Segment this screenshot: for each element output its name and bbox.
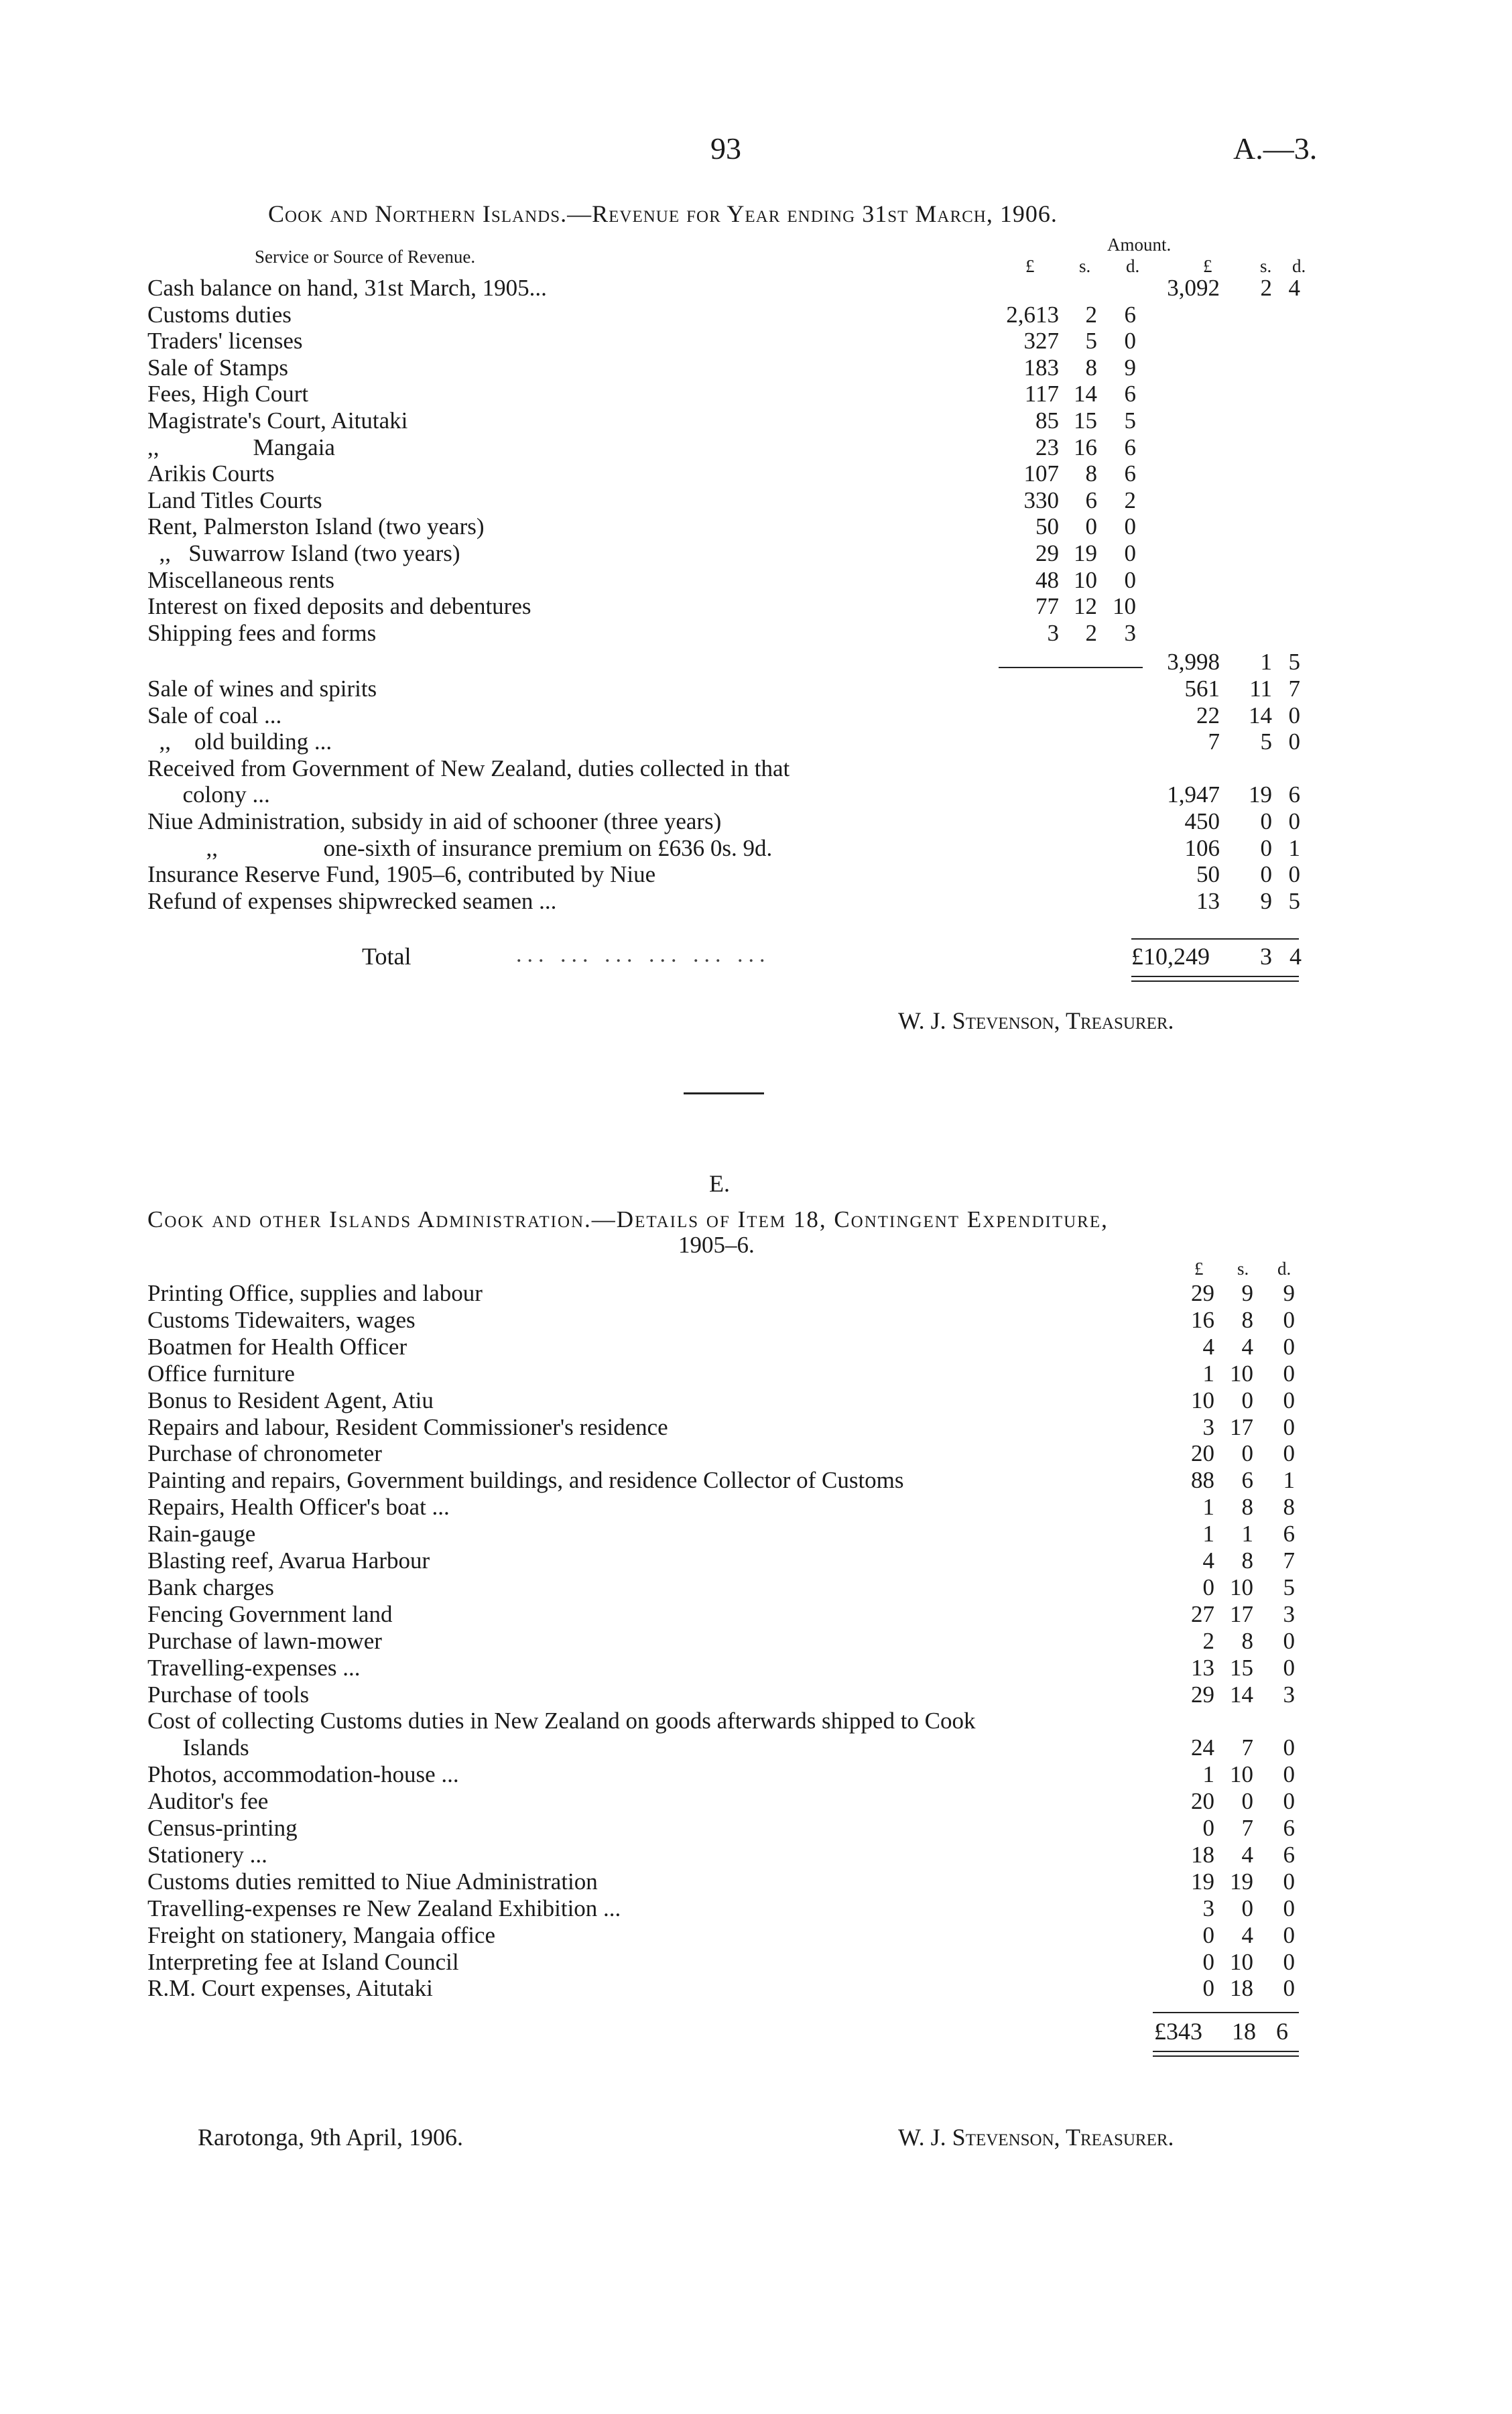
revenue-row-label: Rent, Palmerston Island (two years) (147, 513, 485, 540)
revenue-row (0, 649, 1512, 676)
expense-row-s: 7 (1241, 1815, 1253, 1841)
expense-row (0, 1815, 1512, 1842)
place-date: Rarotonga, 9th April, 1906. (198, 2124, 463, 2151)
revenue-row (0, 620, 1512, 647)
expense-row-d: 0 (1283, 1387, 1295, 1413)
expense-row-label: Printing Office, supplies and labour (147, 1280, 483, 1306)
expense-row-d: 1 (1283, 1467, 1295, 1494)
section-e-unit-pound: £ (1194, 1259, 1204, 1279)
expense-row-pounds: 1 (1202, 1521, 1214, 1547)
expense-row-d: 6 (1283, 1841, 1295, 1868)
expense-row-s: 10 (1230, 1948, 1253, 1975)
revenue-row-label: ,, Mangaia (147, 434, 335, 460)
revenue-row-label: Magistrate's Court, Aitutaki (147, 407, 408, 434)
revenue-row-s-1: 8 (1085, 460, 1097, 487)
revenue-row-label: Customs duties (147, 301, 292, 328)
expense-row (0, 1975, 1512, 2002)
revenue-row-label: Miscellaneous rents (147, 566, 334, 593)
revenue-row-s-2: 9 (1260, 887, 1272, 914)
expense-row-pounds: 20 (1191, 1440, 1214, 1467)
expense-total-s: 18 (1232, 2018, 1256, 2045)
revenue-row-d-1: 0 (1124, 566, 1136, 593)
revenue-row-s-1: 19 (1074, 540, 1097, 566)
expense-row-d: 6 (1283, 1521, 1295, 1547)
expense-row (0, 1761, 1512, 1788)
revenue-row (0, 355, 1512, 381)
revenue-row-pounds-1: 23 (1035, 434, 1059, 460)
expense-row-label: Office furniture (147, 1360, 295, 1387)
expense-row-s: 15 (1230, 1654, 1253, 1681)
expense-row (0, 1788, 1512, 1815)
expense-row (0, 1574, 1512, 1601)
revenue-row-s-1: 16 (1074, 434, 1097, 460)
expense-row-d: 6 (1283, 1815, 1295, 1841)
revenue-row (0, 593, 1512, 620)
expense-row (0, 1414, 1512, 1441)
revenue-row-label: Insurance Reserve Fund, 1905–6, contributed by Niue (147, 861, 656, 888)
revenue-row-d-2: 4 (1288, 275, 1300, 301)
revenue-row-s-1: 0 (1085, 513, 1097, 540)
revenue-row-label: Land Titles Courts (147, 487, 322, 513)
revenue-row-d-2: 0 (1288, 728, 1300, 755)
revenue-total-rule-2 (1131, 980, 1299, 982)
expense-row (0, 1922, 1512, 1949)
revenue-row-s-2: 14 (1249, 702, 1272, 728)
revenue-row-s-1: 10 (1074, 566, 1097, 593)
expense-row-pounds: 20 (1191, 1788, 1214, 1815)
expense-row (0, 1280, 1512, 1307)
revenue-row-pounds-1: 85 (1035, 407, 1059, 434)
revenue-row-s-2: 2 (1260, 275, 1272, 301)
expense-row-s: 14 (1230, 1681, 1253, 1708)
expense-row-s: 4 (1241, 1333, 1253, 1360)
revenue-total-s: 3 (1260, 943, 1272, 970)
expense-row-d: 7 (1283, 1547, 1295, 1574)
revenue-row-d-1: 9 (1124, 354, 1136, 381)
expense-row-s: 8 (1241, 1494, 1253, 1521)
revenue-row-d-1: 0 (1124, 513, 1136, 540)
revenue-row-s-2: 1 (1260, 649, 1272, 676)
expense-row-label: Painting and repairs, Government buildings, and residence Collector of Customs (147, 1467, 904, 1494)
expense-row (0, 1628, 1512, 1655)
expense-row-pounds: 16 (1191, 1306, 1214, 1333)
revenue-row-pounds-1: 330 (1023, 487, 1059, 513)
expense-row-d: 3 (1283, 1681, 1295, 1708)
expense-row-pounds: 4 (1202, 1333, 1214, 1360)
revenue-signature: W. J. Stevenson, Treasurer. (898, 1007, 1174, 1034)
expense-row-d: 0 (1283, 1413, 1295, 1440)
revenue-row (0, 728, 1512, 755)
expense-row-d: 0 (1283, 1440, 1295, 1467)
revenue-row-s-1: 14 (1074, 381, 1097, 407)
revenue-total-label: Total (362, 943, 412, 970)
revenue-row-pounds-1: 107 (1023, 460, 1059, 487)
revenue-row-d-2: 0 (1288, 702, 1300, 728)
expense-row-label: Stationery ... (147, 1841, 267, 1868)
revenue-unit-d-1: d. (1126, 256, 1140, 276)
expense-row-pounds: 27 (1191, 1600, 1214, 1627)
revenue-row-s-1: 8 (1085, 354, 1097, 381)
expense-row-s: 0 (1241, 1440, 1253, 1467)
revenue-row-d-1: 6 (1124, 301, 1136, 328)
expense-row (0, 1895, 1512, 1922)
expense-row-pounds: 3 (1202, 1895, 1214, 1921)
revenue-total-pounds: £10,249 (1131, 943, 1210, 970)
expense-row-s: 10 (1230, 1761, 1253, 1788)
revenue-row-s-1: 15 (1074, 407, 1097, 434)
expense-row-label: Fencing Government land (147, 1600, 393, 1627)
expense-row-s: 18 (1230, 1975, 1253, 2002)
revenue-total-d: 4 (1289, 943, 1302, 970)
expense-row-pounds: 88 (1191, 1467, 1214, 1494)
revenue-row-label: Arikis Courts (147, 460, 275, 487)
expense-row-s: 0 (1241, 1895, 1253, 1921)
section-e-title-line1: Cook and other Islands Administration.—Details of Item 18, Contingent Expenditure, (147, 1206, 1109, 1232)
revenue-row-d-2: 7 (1288, 676, 1300, 702)
expense-row-label: Rain-gauge (147, 1521, 256, 1547)
revenue-row-pounds-2: 1,947 (1167, 781, 1220, 808)
expense-row-pounds: 13 (1191, 1654, 1214, 1681)
revenue-row-label: colony ... (147, 781, 270, 808)
expense-row-pounds: 1 (1202, 1360, 1214, 1387)
revenue-row (0, 513, 1512, 540)
expense-row-d: 0 (1283, 1761, 1295, 1788)
revenue-row (0, 861, 1512, 888)
expense-row-s: 7 (1241, 1734, 1253, 1761)
expense-row-label: Purchase of lawn-mower (147, 1627, 382, 1654)
expense-row-d: 0 (1283, 1734, 1295, 1761)
revenue-row-label: Received from Government of New Zealand, duties collected in that (147, 755, 790, 781)
revenue-row-pounds-2: 3,092 (1167, 275, 1220, 301)
expense-row-label: Photos, accommodation-house ... (147, 1761, 459, 1788)
revenue-row-label: Cash balance on hand, 31st March, 1905... (147, 275, 547, 301)
section-e-letter: E. (709, 1170, 730, 1197)
revenue-row (0, 888, 1512, 915)
revenue-row-d-1: 10 (1113, 593, 1136, 620)
expense-row (0, 1949, 1512, 1976)
revenue-row (0, 381, 1512, 407)
revenue-row-d-1: 3 (1124, 619, 1136, 646)
expense-row-s: 4 (1241, 1841, 1253, 1868)
section-e-unit-d: d. (1277, 1259, 1292, 1279)
expense-row-pounds: 2 (1202, 1627, 1214, 1654)
revenue-row-label: Fees, High Court (147, 381, 309, 407)
revenue-row-d-2: 6 (1288, 781, 1300, 808)
revenue-row-d-1: 2 (1124, 487, 1136, 513)
revenue-total-rule-1 (1131, 976, 1299, 977)
revenue-row-label: Sale of coal ... (147, 702, 282, 728)
expense-row-label: Blasting reef, Avarua Harbour (147, 1547, 430, 1574)
expense-row (0, 1440, 1512, 1467)
revenue-row-label: ,, one-sixth of insurance premium on £636 0s. 9d. (147, 834, 773, 861)
expense-row-label: Customs duties remitted to Niue Administration (147, 1868, 598, 1895)
revenue-row-pounds-1: 3 (1047, 619, 1059, 646)
revenue-unit-pound-2: £ (1203, 256, 1212, 276)
revenue-row-d-1: 6 (1124, 434, 1136, 460)
revenue-row-pounds-1: 77 (1035, 593, 1059, 620)
revenue-row-d-2: 1 (1288, 834, 1300, 861)
revenue-row-pounds-1: 48 (1035, 566, 1059, 593)
revenue-row-s-2: 5 (1260, 728, 1272, 755)
expense-row-pounds: 18 (1191, 1841, 1214, 1868)
expense-row-pounds: 29 (1191, 1280, 1214, 1306)
expense-row-label: Bank charges (147, 1574, 274, 1600)
revenue-row-s-1: 5 (1085, 328, 1097, 355)
revenue-unit-s-1: s. (1079, 256, 1091, 276)
expense-row-d: 8 (1283, 1494, 1295, 1521)
revenue-row-pounds-2: 3,998 (1167, 649, 1220, 676)
expense-row (0, 1655, 1512, 1681)
revenue-row-d-1: 6 (1124, 460, 1136, 487)
subtotal-rule (999, 667, 1143, 668)
expense-row-d: 0 (1283, 1948, 1295, 1975)
expense-row-s: 6 (1241, 1467, 1253, 1494)
revenue-row-pounds-1: 50 (1035, 513, 1059, 540)
expense-row-s: 8 (1241, 1547, 1253, 1574)
expense-row-pounds: 24 (1191, 1734, 1214, 1761)
expense-row (0, 1734, 1512, 1761)
expense-row-s: 17 (1230, 1413, 1253, 1440)
revenue-row (0, 567, 1512, 594)
expense-row-d: 0 (1283, 1627, 1295, 1654)
expense-row-label: Interpreting fee at Island Council (147, 1948, 459, 1975)
revenue-row-s-2: 0 (1260, 861, 1272, 888)
expense-row-s: 9 (1241, 1280, 1253, 1306)
revenue-row-s-1: 2 (1085, 301, 1097, 328)
expense-row (0, 1681, 1512, 1708)
expense-row (0, 1601, 1512, 1628)
expense-row-label: Customs Tidewaiters, wages (147, 1306, 416, 1333)
expense-row-d: 0 (1283, 1868, 1295, 1895)
revenue-row-pounds-1: 327 (1023, 328, 1059, 355)
revenue-row-s-1: 12 (1074, 593, 1097, 620)
revenue-unit-d-2: d. (1292, 256, 1306, 276)
expense-row-s: 0 (1241, 1788, 1253, 1815)
expense-row-s: 8 (1241, 1306, 1253, 1333)
expense-row-d: 9 (1283, 1280, 1295, 1306)
expense-row-s: 8 (1241, 1627, 1253, 1654)
revenue-row (0, 328, 1512, 355)
expense-row-d: 0 (1283, 1306, 1295, 1333)
expense-row-d: 0 (1283, 1360, 1295, 1387)
expense-row-pounds: 10 (1191, 1387, 1214, 1413)
expense-row (0, 1467, 1512, 1494)
revenue-row (0, 835, 1512, 862)
revenue-unit-pound-1: £ (1025, 256, 1035, 276)
expense-row-pounds: 4 (1202, 1547, 1214, 1574)
expense-row-pounds: 29 (1191, 1681, 1214, 1708)
revenue-row-label: Traders' licenses (147, 328, 303, 355)
section-e-unit-s: s. (1237, 1259, 1249, 1279)
revenue-row-s-2: 0 (1260, 834, 1272, 861)
expense-row-pounds: 0 (1202, 1975, 1214, 2002)
document-reference: A.—3. (1233, 131, 1318, 166)
revenue-row-d-1: 6 (1124, 381, 1136, 407)
revenue-row-s-2: 11 (1249, 676, 1272, 702)
revenue-row-label: Shipping fees and forms (147, 619, 377, 646)
revenue-total-dots: ... ... ... ... ... ... (516, 942, 771, 967)
revenue-row-pounds-2: 450 (1184, 808, 1220, 834)
expense-row-label: Repairs and labour, Resident Commissioner's residence (147, 1413, 668, 1440)
revenue-row-pounds-2: 13 (1196, 887, 1220, 914)
revenue-row-pounds-2: 22 (1196, 702, 1220, 728)
section-e-title-line2: 1905–6. (678, 1232, 755, 1258)
revenue-row (0, 540, 1512, 567)
expense-row (0, 1521, 1512, 1547)
expense-row-label: Islands (147, 1734, 249, 1761)
expense-row-d: 0 (1283, 1921, 1295, 1948)
revenue-row-d-1: 5 (1124, 407, 1136, 434)
expense-row-s: 17 (1230, 1600, 1253, 1627)
expense-row-d: 0 (1283, 1895, 1295, 1921)
expense-row (0, 1868, 1512, 1895)
revenue-row-label: Interest on fixed deposits and debentures (147, 593, 531, 620)
expense-row-label: Auditor's fee (147, 1788, 269, 1815)
expense-row (0, 1842, 1512, 1868)
revenue-row-pounds-1: 2,613 (1006, 301, 1059, 328)
expense-row-label: Cost of collecting Customs duties in New Zealand on goods afterwards shipped to Cook (147, 1708, 976, 1734)
expense-row-s: 1 (1241, 1521, 1253, 1547)
revenue-row-d-2: 0 (1288, 808, 1300, 834)
expense-row-d: 0 (1283, 1333, 1295, 1360)
expense-row-pounds: 1 (1202, 1494, 1214, 1521)
expense-row-d: 0 (1283, 1654, 1295, 1681)
expense-row-s: 0 (1241, 1387, 1253, 1413)
expense-row-label: Travelling-expenses re New Zealand Exhibition ... (147, 1895, 621, 1921)
expense-row (0, 1334, 1512, 1360)
revenue-row-label: ,, Suwarrow Island (two years) (147, 540, 460, 566)
revenue-row-pounds-2: 7 (1208, 728, 1220, 755)
expense-row-s: 4 (1241, 1921, 1253, 1948)
revenue-row-pounds-1: 117 (1024, 381, 1059, 407)
revenue-title: Cook and Northern Islands.—Revenue for Year ending 31st March, 1906. (268, 200, 1058, 227)
expense-row-label: Boatmen for Health Officer (147, 1333, 407, 1360)
revenue-row (0, 676, 1512, 702)
expense-row (0, 1307, 1512, 1334)
revenue-row-d-2: 5 (1288, 649, 1300, 676)
page-number: 93 (710, 131, 741, 166)
expense-row-pounds: 0 (1202, 1815, 1214, 1841)
revenue-row-s-2: 19 (1249, 781, 1272, 808)
expense-row-label: R.M. Court expenses, Aitutaki (147, 1975, 433, 2002)
revenue-row-s-2: 0 (1260, 808, 1272, 834)
expense-row (0, 1360, 1512, 1387)
revenue-unit-s-2: s. (1260, 256, 1272, 276)
revenue-row-pounds-2: 561 (1184, 676, 1220, 702)
expense-row (0, 1708, 1512, 1734)
revenue-row (0, 702, 1512, 729)
revenue-row-label: Refund of expenses shipwrecked seamen ... (147, 887, 557, 914)
revenue-row-label: Sale of Stamps (147, 354, 288, 381)
expense-total-d: 6 (1276, 2018, 1288, 2045)
expense-total-rule-2 (1153, 2055, 1299, 2057)
expense-total-rule-top (1153, 2012, 1299, 2013)
revenue-row (0, 434, 1512, 461)
revenue-row-s-1: 2 (1085, 619, 1097, 646)
revenue-row-d-2: 0 (1288, 861, 1300, 888)
revenue-row-s-1: 6 (1085, 487, 1097, 513)
expense-row-label: Repairs, Health Officer's boat ... (147, 1494, 450, 1521)
revenue-row-pounds-1: 183 (1023, 354, 1059, 381)
expense-row-label: Bonus to Resident Agent, Atiu (147, 1387, 434, 1413)
expense-row-s: 10 (1230, 1360, 1253, 1387)
revenue-row (0, 487, 1512, 514)
revenue-row-d-1: 0 (1124, 540, 1136, 566)
revenue-row-d-1: 0 (1124, 328, 1136, 355)
expense-row-pounds: 1 (1202, 1761, 1214, 1788)
revenue-col-amount: Amount. (1107, 235, 1172, 255)
revenue-row (0, 407, 1512, 434)
expense-row (0, 1494, 1512, 1521)
expense-row-pounds: 0 (1202, 1574, 1214, 1600)
revenue-row-label: Sale of wines and spirits (147, 676, 377, 702)
revenue-row-d-2: 5 (1288, 887, 1300, 914)
expense-row-d: 5 (1283, 1574, 1295, 1600)
section-divider (684, 1092, 764, 1094)
revenue-row-label: Niue Administration, subsidy in aid of schooner (three years) (147, 808, 722, 834)
expense-row-label: Purchase of chronometer (147, 1440, 382, 1467)
expense-row-d: 3 (1283, 1600, 1295, 1627)
expense-row-label: Travelling-expenses ... (147, 1654, 361, 1681)
revenue-row-label: ,, old building ... (147, 728, 332, 755)
revenue-row (0, 755, 1512, 782)
expense-row-pounds: 3 (1202, 1413, 1214, 1440)
expense-signature: W. J. Stevenson, Treasurer. (898, 2124, 1174, 2151)
expense-row-s: 10 (1230, 1574, 1253, 1600)
revenue-row-pounds-2: 106 (1184, 834, 1220, 861)
revenue-row (0, 302, 1512, 328)
revenue-col-service: Service or Source of Revenue. (255, 247, 476, 267)
expense-row-d: 0 (1283, 1788, 1295, 1815)
expense-row-label: Census-printing (147, 1815, 298, 1841)
revenue-row (0, 781, 1512, 808)
expense-row-s: 19 (1230, 1868, 1253, 1895)
revenue-total-rule-top (1131, 938, 1299, 940)
expense-row-label: Purchase of tools (147, 1681, 310, 1708)
revenue-row-pounds-1: 29 (1035, 540, 1059, 566)
expense-row-label: Freight on stationery, Mangaia office (147, 1921, 496, 1948)
revenue-row-pounds-2: 50 (1196, 861, 1220, 888)
expense-row-pounds: 19 (1191, 1868, 1214, 1895)
expense-total-pounds: £343 (1154, 2018, 1202, 2045)
expense-row (0, 1387, 1512, 1414)
expense-total-rule-1 (1153, 2051, 1299, 2052)
expense-row-d: 0 (1283, 1975, 1295, 2002)
revenue-row (0, 460, 1512, 487)
expense-row-pounds: 0 (1202, 1921, 1214, 1948)
revenue-row (0, 808, 1512, 835)
expense-row (0, 1547, 1512, 1574)
expense-row-pounds: 0 (1202, 1948, 1214, 1975)
revenue-row (0, 275, 1512, 302)
